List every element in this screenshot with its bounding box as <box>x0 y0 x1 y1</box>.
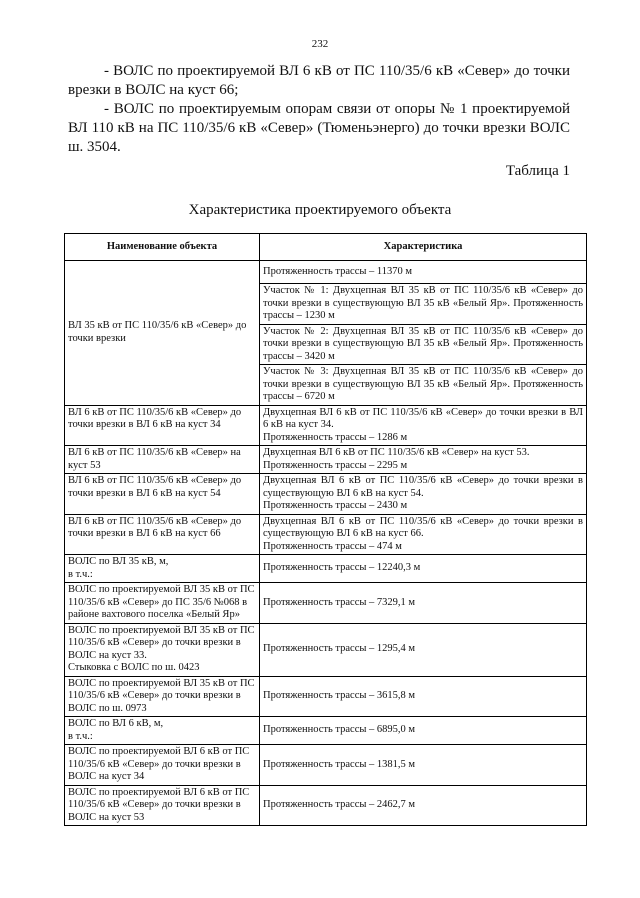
char-cell <box>260 514 587 555</box>
table-row <box>65 405 587 446</box>
table-row <box>65 514 587 555</box>
table-row <box>65 555 587 583</box>
char-cell <box>260 446 587 474</box>
group-name-cell: ВЛ 35 кВ от ПС 110/35/6 кВ «Север» до точки врезки <box>65 261 260 406</box>
table-row <box>65 745 587 786</box>
vols-sub: в т.ч.: <box>68 730 93 742</box>
page-number: 232 <box>311 38 329 50</box>
table-row <box>65 446 587 474</box>
char-desc: Двухцепная ВЛ 6 кВ от ПС 110/35/6 кВ «Север» до точки врезки в ВЛ 6 кВ на куст 34. <box>263 406 583 430</box>
length-cell: Протяженность трассы – 7329,1 м <box>260 583 587 624</box>
header-characteristic: Характеристика <box>260 234 587 261</box>
vols-sub: в т.ч.: <box>68 568 93 580</box>
char-length: Протяженность трассы – 2430 м <box>263 500 408 511</box>
table-row <box>65 623 587 676</box>
char-desc: Двухцепная ВЛ 6 кВ от ПС 110/35/6 кВ «Север» на куст 53. <box>263 447 530 458</box>
header-object-name: Наименование объекта <box>65 234 260 261</box>
name-cell <box>65 555 260 583</box>
name-cell: ВЛ 6 кВ от ПС 110/35/6 кВ «Север» до точки врезки в ВЛ 6 кВ на куст 34 <box>65 405 260 446</box>
table-row <box>65 785 587 826</box>
table-row <box>65 583 587 624</box>
length-cell: Протяженность трассы – 12240,3 м <box>260 555 587 583</box>
char-length: Протяженность трассы – 2295 м <box>263 459 408 471</box>
name-cell: ВОЛС по проектируемой ВЛ 35 кВ от ПС 110/35/6 кВ «Север» до точки врезки в ВОЛС по ш. 0973 <box>65 676 260 717</box>
char-length: Протяженность трассы – 474 м <box>263 540 402 552</box>
table-row <box>65 261 587 284</box>
char-cell <box>260 405 587 446</box>
name-cell: ВЛ 6 кВ от ПС 110/35/6 кВ «Север» до точки врезки в ВЛ 6 кВ на куст 66 <box>65 514 260 555</box>
length-cell: Протяженность трассы – 1295,4 м <box>260 623 587 676</box>
table-row <box>65 676 587 717</box>
name-cell: ВОЛС по проектируемой ВЛ 6 кВ от ПС 110/35/6 кВ «Север» до точки врезки в ВОЛС на куст 53 <box>65 785 260 826</box>
name-cell: ВОЛС по проектируемой ВЛ 6 кВ от ПС 110/35/6 кВ «Север» до точки врезки в ВОЛС на куст 34 <box>65 745 260 786</box>
vols-name: ВОЛС по проектируемой ВЛ 35 кВ от ПС 110/35/6 кВ «Север» до точки врезки в ВОЛС на куст 33. <box>68 624 255 661</box>
table-label: Таблица 1 <box>505 163 570 179</box>
table-row <box>65 474 587 515</box>
paragraph-2: - ВОЛС по проектируемым опорам связи от опоры № 1 проектируемой ВЛ 110 кВ на ПС 110/35/6 кВ «Север» (Тюменьэнерго) до точки врезки ВОЛС ш. 3504. <box>68 101 570 155</box>
group-row-cell: Участок № 2: Двухцепная ВЛ 35 кВ от ПС 110/35/6 кВ «Север» до точки врезки в существующую ВЛ 35 кВ «Белый Яр». Протяженность трассы – 3420 м <box>260 324 587 365</box>
group-row-cell: Участок № 3: Двухцепная ВЛ 35 кВ от ПС 110/35/6 кВ «Север» до точки врезки в существующую ВЛ 35 кВ «Белый Яр». Протяженность трассы – 6720 м <box>260 365 587 406</box>
char-length: Протяженность трассы – 1286 м <box>263 431 408 443</box>
vols-name: ВОЛС по ВЛ 6 кВ, м, <box>68 718 164 729</box>
vols-name: ВОЛС по ВЛ 35 кВ, м, <box>68 556 169 567</box>
group-row-cell: Протяженность трассы – 11370 м <box>260 261 587 284</box>
table-header-row <box>65 234 587 261</box>
name-cell <box>65 717 260 745</box>
length-cell: Протяженность трассы – 3615,8 м <box>260 676 587 717</box>
characteristics-table <box>64 233 587 826</box>
name-cell: ВОЛС по проектируемой ВЛ 35 кВ от ПС 110/35/6 кВ «Север» до ПС 35/6 №068 в районе вахтового поселка «Белый Яр» <box>65 583 260 624</box>
paragraph-1: - ВОЛС по проектируемой ВЛ 6 кВ от ПС 110/35/6 кВ «Север» до точки врезки в ВОЛС на куст 66; <box>68 63 570 98</box>
length-cell: Протяженность трассы – 1381,5 м <box>260 745 587 786</box>
length-cell: Протяженность трассы – 2462,7 м <box>260 785 587 826</box>
name-cell: ВЛ 6 кВ от ПС 110/35/6 кВ «Север» на куст 53 <box>65 446 260 474</box>
table-title: Характеристика проектируемого объекта <box>188 202 452 218</box>
char-desc: Двухцепная ВЛ 6 кВ от ПС 110/35/6 кВ «Север» до точки врезки в существующую ВЛ 6 кВ на куст 66. <box>263 515 583 539</box>
name-cell: ВЛ 6 кВ от ПС 110/35/6 кВ «Север» до точки врезки в ВЛ 6 кВ на куст 54 <box>65 474 260 515</box>
vols-sub: Стыковка с ВОЛС по ш. 0423 <box>68 662 200 673</box>
table-row <box>65 717 587 745</box>
char-cell <box>260 474 587 515</box>
group-row-cell: Участок № 1: Двухцепная ВЛ 35 кВ от ПС 110/35/6 кВ «Север» до точки врезки в существующую ВЛ 35 кВ «Белый Яр». Протяженность трассы – 1230 м <box>260 284 587 325</box>
length-cell: Протяженность трассы – 6895,0 м <box>260 717 587 745</box>
name-cell <box>65 623 260 676</box>
char-desc: Двухцепная ВЛ 6 кВ от ПС 110/35/6 кВ «Север» до точки врезки в существующую ВЛ 6 кВ на куст 54. <box>263 475 583 499</box>
